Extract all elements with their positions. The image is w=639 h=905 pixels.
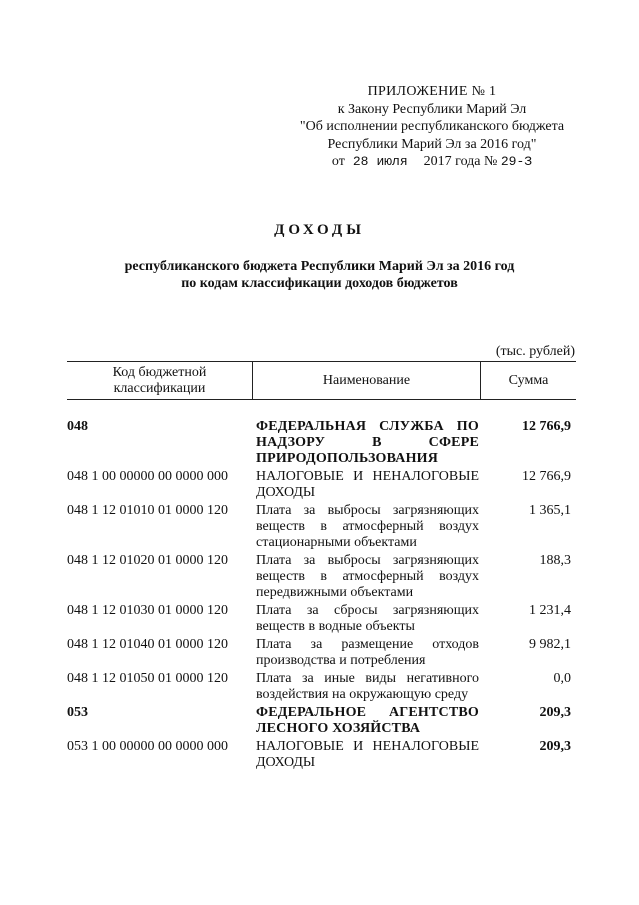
subtitle-line-2: по кодам классификации доходов бюджетов (181, 276, 458, 291)
row-sum: 12 766,9 (522, 419, 571, 434)
table-body (67, 419, 576, 771)
table-row (67, 603, 576, 635)
row-code: 048 1 12 01040 01 0000 120 (67, 637, 228, 652)
row-name: Плата за выбросы загрязняющих веществ в атмосферный воздух стационарными объектами (256, 503, 479, 550)
row-code: 053 1 00 00000 00 0000 000 (67, 739, 228, 754)
units-label: (тыс. рублей) (495, 344, 575, 359)
row-sum: 0,0 (553, 671, 571, 686)
row-code: 048 1 12 01030 01 0000 120 (67, 603, 228, 618)
date-day: 28 (352, 154, 369, 169)
table-row (67, 503, 576, 551)
row-sum: 209,3 (539, 705, 571, 720)
row-sum: 12 766,9 (522, 469, 571, 484)
table-row (67, 637, 576, 669)
document-title: ДОХОДЫ (274, 222, 365, 238)
table-row (67, 671, 576, 703)
law-reference: к Закону Республики Марий Эл (337, 101, 527, 117)
table-row (67, 553, 576, 601)
table-header (67, 361, 576, 400)
row-sum: 1 231,4 (529, 603, 571, 618)
table-row (67, 739, 576, 771)
revenue-table (67, 361, 576, 773)
row-name: Плата за иные виды негативного воздействия на окружающую среду (256, 671, 479, 702)
appendix-number: ПРИЛОЖЕНИЕ № 1 (367, 84, 497, 99)
row-code: 048 1 12 01010 01 0000 120 (67, 503, 228, 518)
table-row (67, 419, 576, 467)
row-code: 048 1 00 00000 00 0000 000 (67, 469, 228, 484)
row-name: НАЛОГОВЫЕ И НЕНАЛОГОВЫЕ ДОХОДЫ (256, 469, 479, 500)
subtitle-line-1: республиканского бюджета Республики Марий Эл за 2016 год (124, 259, 515, 274)
row-sum: 9 982,1 (529, 637, 571, 652)
row-code: 048 (67, 419, 88, 434)
row-name: ФЕДЕРАЛЬНОЕ АГЕНТСТВО ЛЕСНОГО ХОЗЯЙСТВА (256, 705, 479, 736)
header-name: Наименование (253, 362, 481, 399)
row-name: Плата за сбросы загрязняющих веществ в водные объекты (256, 603, 479, 634)
row-name: НАЛОГОВЫЕ И НЕНАЛОГОВЫЕ ДОХОДЫ (256, 739, 479, 770)
table-row (67, 705, 576, 737)
row-code: 053 (67, 705, 88, 720)
date-prefix: от (331, 154, 345, 169)
row-sum: 1 365,1 (529, 503, 571, 518)
table-row (67, 469, 576, 501)
law-title-line-2: Республики Марий Эл за 2016 год" (327, 136, 537, 152)
law-date-line (282, 153, 582, 171)
law-title-line-1: "Об исполнении республиканского бюджета (299, 119, 565, 134)
date-month: июля (376, 154, 408, 169)
date-number: 29-З (500, 154, 533, 169)
row-name: ФЕДЕРАЛЬНАЯ СЛУЖБА ПО НАДЗОРУ В СФЕРЕ ПРИРОДОПОЛЬЗОВАНИЯ (256, 419, 479, 466)
date-year: 2017 года № (423, 154, 498, 169)
row-sum: 188,3 (539, 553, 571, 568)
document-subtitle (60, 258, 579, 292)
row-code: 048 1 12 01050 01 0000 120 (67, 671, 228, 686)
row-name: Плата за выбросы загрязняющих веществ в атмосферный воздух передвижными объектами (256, 553, 479, 600)
row-name: Плата за размещение отходов производства и потребления (256, 637, 479, 668)
appendix-header (282, 83, 582, 171)
row-code: 048 1 12 01020 01 0000 120 (67, 553, 228, 568)
header-code: Код бюджетной классификации (67, 362, 253, 399)
header-sum: Сумма (508, 372, 549, 388)
row-sum: 209,3 (539, 739, 571, 754)
